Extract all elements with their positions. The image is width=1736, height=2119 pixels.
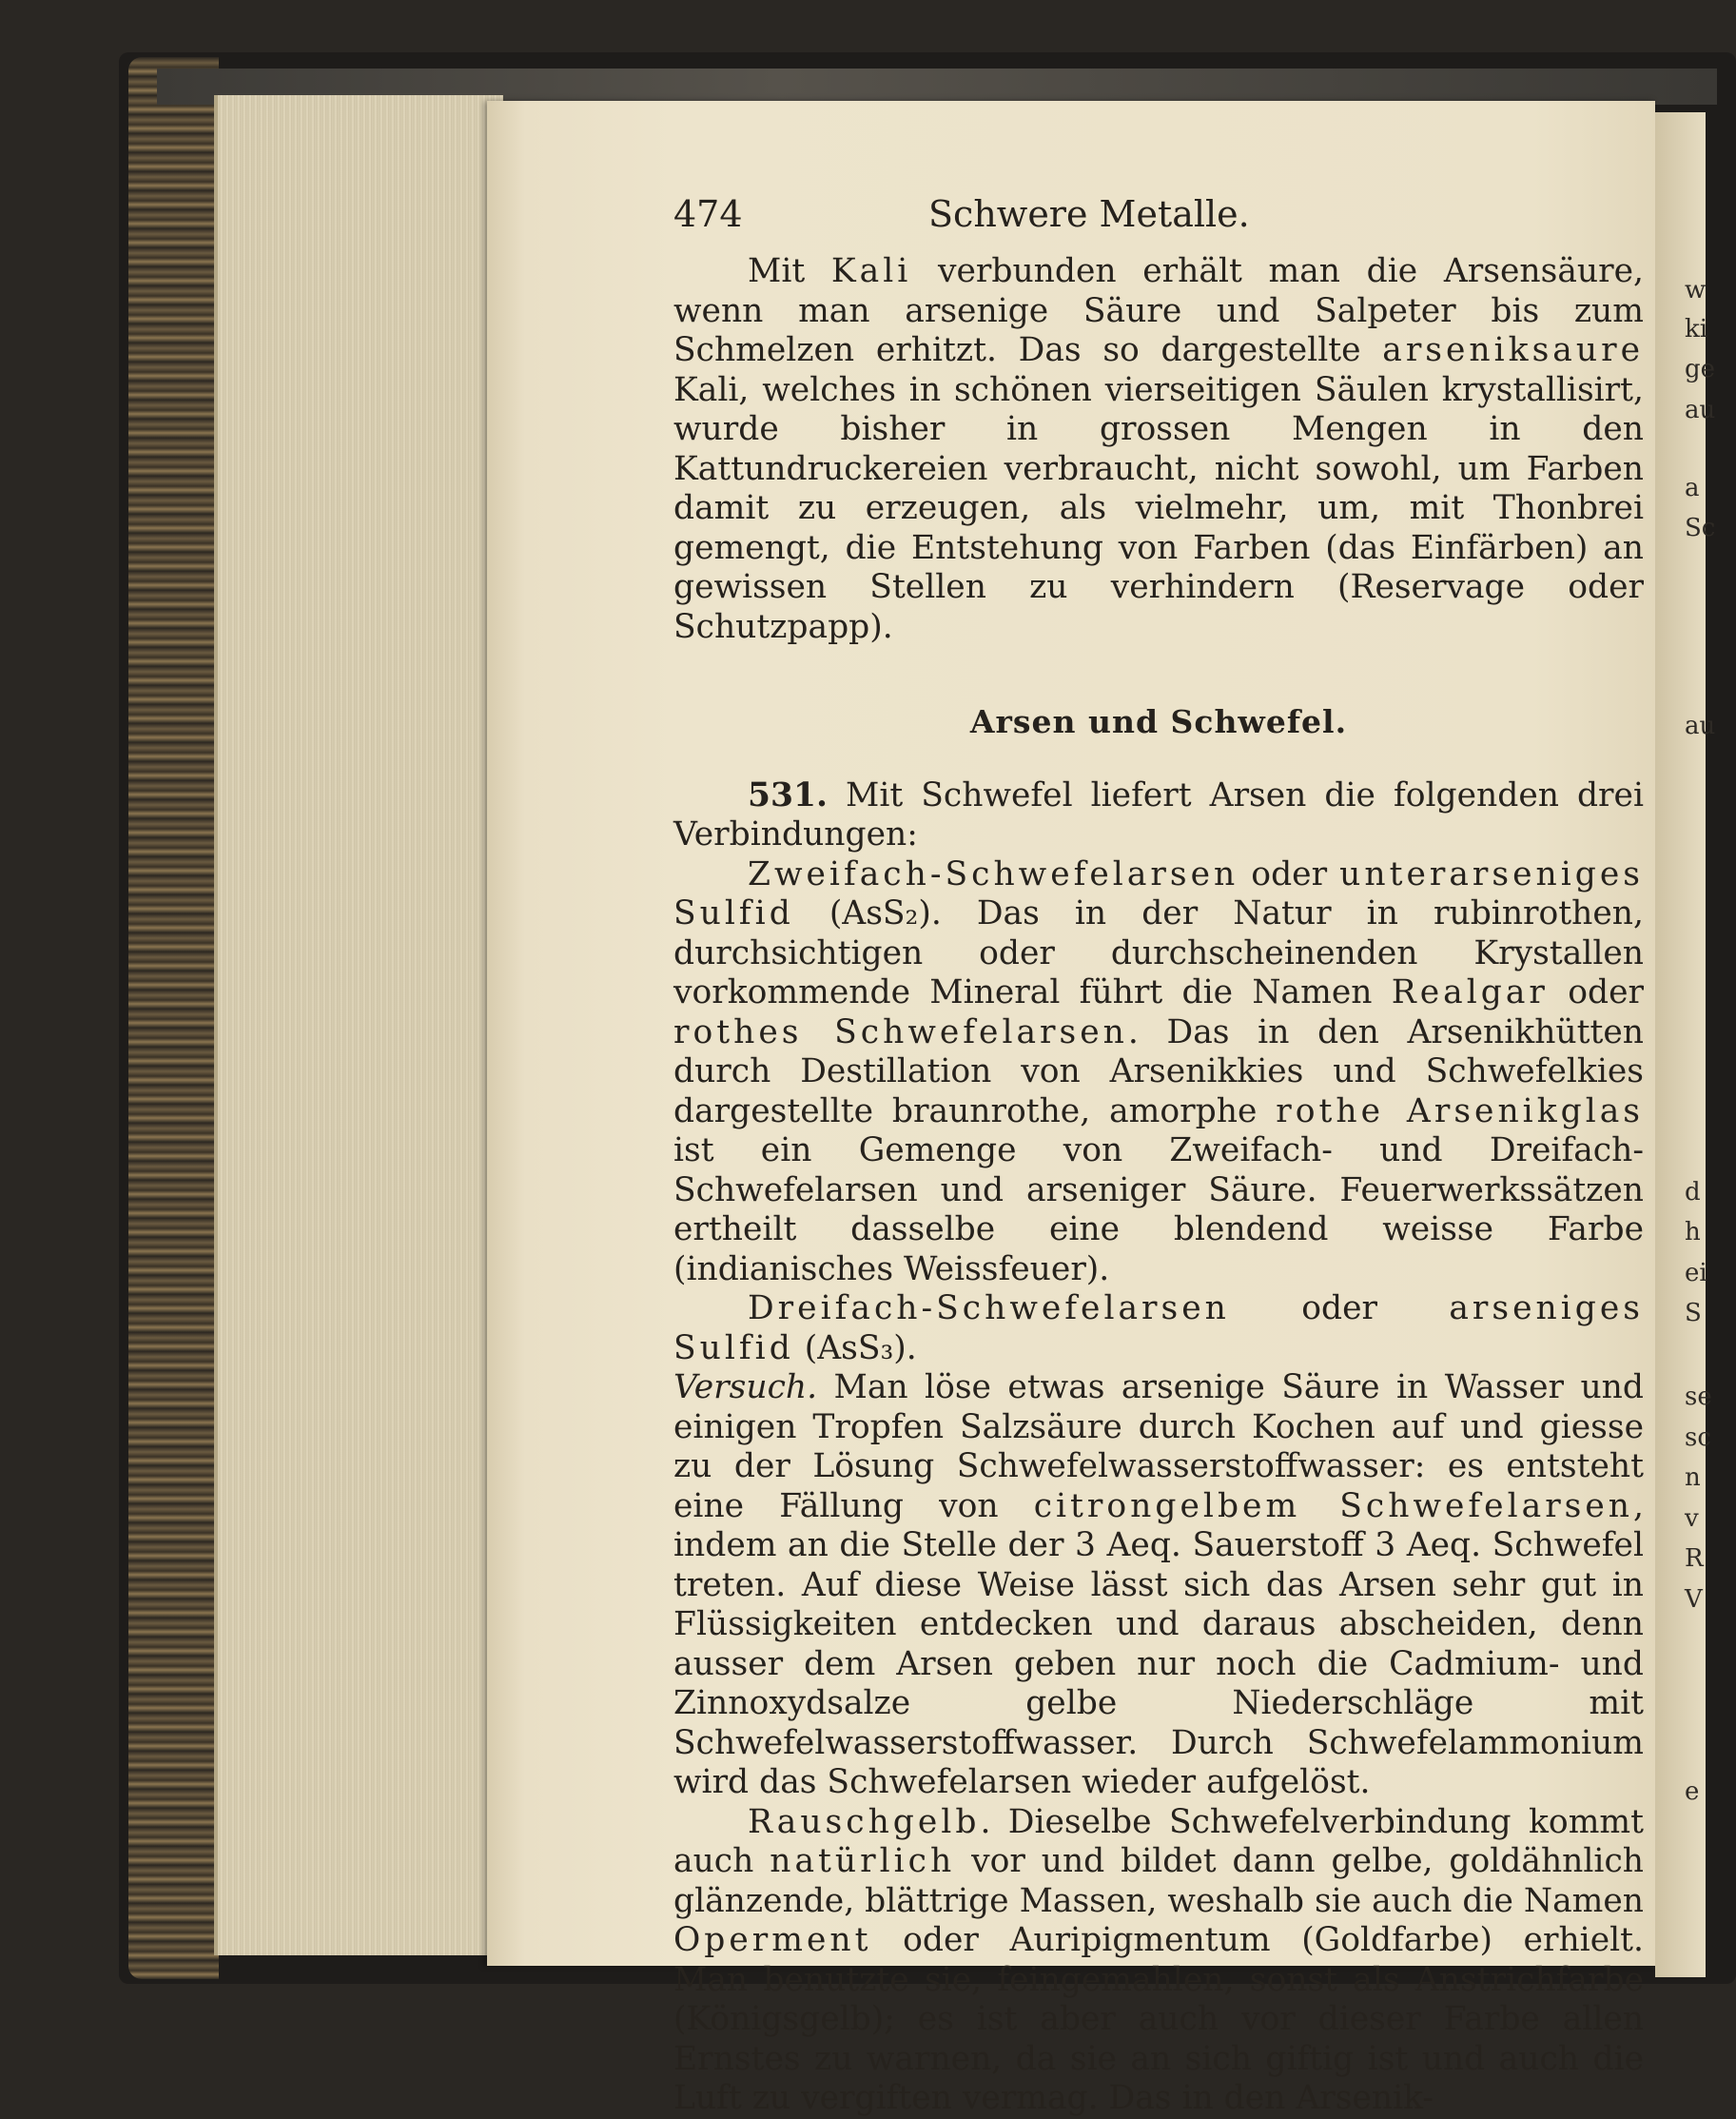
text: Mit Schwefel liefert Arsen die folgenden drei Verbindungen: <box>673 775 1644 853</box>
spaced-term: unterarseniges Sulfid <box>673 854 1644 932</box>
page-content <box>673 195 1644 2119</box>
fragment: w <box>1685 276 1707 304</box>
spaced-term: arseniges Sulfid <box>673 1289 1644 1367</box>
fragment: sc <box>1685 1423 1711 1452</box>
fragment: au <box>1685 396 1716 424</box>
fragment: au <box>1685 712 1716 740</box>
fragment: R <box>1685 1544 1704 1573</box>
fragment: e <box>1685 1777 1700 1806</box>
fragment: ki <box>1685 315 1708 343</box>
book-spine <box>128 57 219 1979</box>
page-number: 474 <box>673 193 743 235</box>
spaced-term: Dreifach-Schwefelarsen <box>748 1289 1230 1327</box>
text: Kali, welches in schönen vierseitigen Säulen krystallisirt, wurde bisher in grossen Mengen in den Kattundruckereien verbraucht, nicht sowohl, um Farben damit zu erzeugen, als vielmehr, um, mit Thonbrei gemengt, die Entstehung von Farben (das Einfärben) an gewissen Stellen zu verhindern (Reservage oder Schutzpapp). <box>673 370 1644 646</box>
spaced-term: Rauschgelb <box>748 1802 981 1841</box>
spaced-term: Zweifach-Schwefelarsen <box>748 854 1239 893</box>
text: . Das in den Arsenikhütten durch Destillation von Arsenikkies und Schwefelkies dargestellte braunrothe, amorphe <box>673 1012 1645 1130</box>
fragment: n <box>1685 1463 1701 1492</box>
spaced-term: natürlich <box>770 1842 956 1880</box>
text: . Dieselbe Schwefelverbindung kommt auch <box>673 1802 1644 1880</box>
fragment: h <box>1685 1218 1701 1246</box>
spaced-term: Operment <box>673 1921 872 1959</box>
text: oder <box>1239 854 1340 893</box>
fragment: v <box>1685 1504 1699 1533</box>
page-header <box>673 195 1644 252</box>
spaced-term: arseniksaure <box>1382 331 1644 369</box>
paragraph-kali <box>673 252 1644 647</box>
text: vor und bildet dann gelbe, goldähnlich glänzende, blättrige Massen, weshalb sie auch die Namen <box>673 1842 1644 1920</box>
text: Man löse etwas arsenige Säure in Wasser und einigen Tropfen Salzsäure durch Kochen auf und giesse zu der Lösung Schwefelwasserstoffwasser: es entsteht eine Fällung von <box>673 1368 1644 1525</box>
spaced-term: citrongelbem Schwefelarsen <box>1033 1486 1634 1525</box>
fragment: S <box>1685 1299 1702 1327</box>
text: oder <box>1229 1289 1450 1327</box>
paragraph-versuch <box>673 1368 1644 1803</box>
running-title: Schwere Metalle. <box>928 193 1250 235</box>
fragment: Sc <box>1685 514 1716 542</box>
text: , indem an die Stelle der 3 Aeq. Sauerstoff 3 Aeq. Schwefel treten. Auf diese Weise lässt sich das Arsen sehr gut in Flüssigkeiten entdecken und daraus abscheiden, denn ausser dem Arsen geben nur noch die Cadmium- und Zinnoxydsalze gelbe Niederschläge mit Schwefelwasserstoffwasser. Durch Schwefelammonium wird das Schwefelarsen wieder aufgelöst. <box>673 1486 1644 1801</box>
adjacent-page <box>1655 112 1716 1977</box>
text: verbunden erhält man die Arsensäure, wenn man arsenige Säure und Salpeter bis zum Schmelzen erhitzt. Das so dargestellte <box>673 252 1644 369</box>
text: ist ein Gemenge von Zweifach- und Dreifach-Schwefelarsen und arseniger Säure. Feuerwerkssätzen ertheilt dasselbe eine blendend weisse Farbe (indianisches Weissfeuer). <box>673 1131 1644 1288</box>
italic-label: Versuch. <box>673 1368 818 1406</box>
fragment: d <box>1685 1178 1701 1207</box>
text: oder <box>1548 973 1644 1011</box>
paragraph-531 <box>673 776 1644 855</box>
paragraph-zweifach <box>673 855 1644 1290</box>
spaced-term: rothe Arsenikglas <box>1276 1091 1645 1130</box>
page-edges <box>214 95 503 1955</box>
paragraph-dreifach <box>673 1289 1644 1368</box>
spaced-term: rothes Schwefelarsen <box>673 1012 1128 1051</box>
text: oder Auripigmentum (Goldfarbe) erhielt. Man benutzte sie, feingemahlen, sonst als Anstrichfarbe (Königsgelb); es ist aber auch vor dieser Farbe allen Ernstes zu warnen, da sie an sich giftig ist und auch die Luft zu vergiften vermag. Das in den Arsenik- <box>673 1921 1644 2117</box>
fragment: se <box>1685 1383 1712 1411</box>
text: (AsS₂). Das in der Natur in rubinrothen, durchsichtigen oder durchscheinenden Krystallen vorkommende Mineral führt die Namen <box>673 894 1644 1011</box>
fragment: a <box>1685 474 1700 502</box>
paragraph-rauschgelb <box>673 1803 1644 2119</box>
fragment: ge <box>1685 355 1716 383</box>
spaced-term: Kali <box>830 252 912 290</box>
section-heading: Arsen und Schwefel. <box>969 703 1348 740</box>
spaced-term: Realgar <box>1391 973 1549 1011</box>
section-number: 531. <box>748 775 829 814</box>
text: Mit <box>748 252 831 290</box>
fragment: V <box>1685 1585 1703 1614</box>
fragment: ei <box>1685 1259 1707 1287</box>
text: (AsS₃). <box>793 1328 917 1367</box>
